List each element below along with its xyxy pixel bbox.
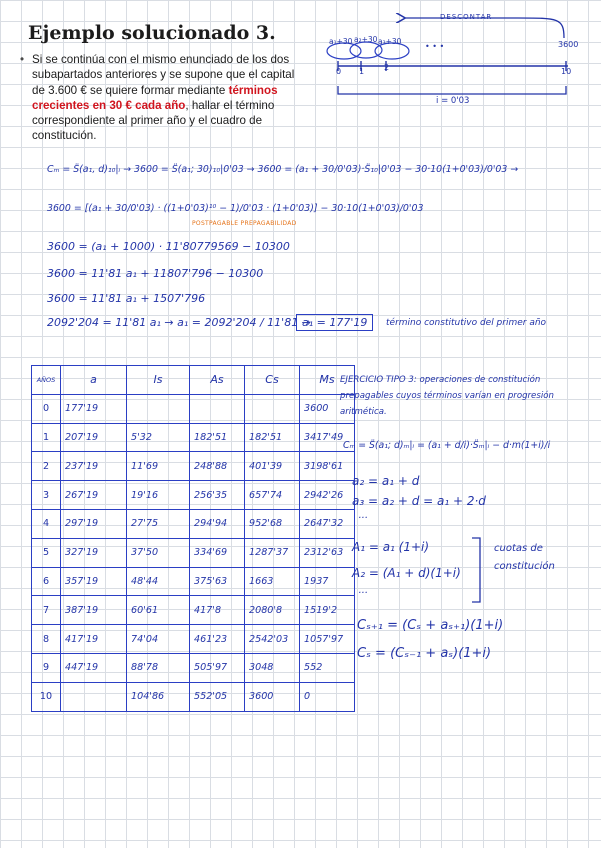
table-row — [32, 509, 355, 538]
discount-arrow — [404, 18, 564, 38]
table-cell: 2312'63 — [300, 538, 355, 567]
table-cell: 1519'2 — [300, 596, 355, 625]
rate-bracket — [338, 86, 566, 94]
table-cell: 207'19 — [61, 423, 127, 452]
first-term-result-box: a₁ = 177'19 — [296, 314, 373, 331]
final-capital-label: 3600 — [558, 40, 579, 49]
table-cell: 3600 — [245, 682, 300, 711]
table-row — [32, 481, 355, 510]
table-cell: 7 — [32, 596, 61, 625]
tick-label-10: 10 — [561, 67, 572, 76]
table-cell: 297'19 — [61, 509, 127, 538]
table-cell: 417'19 — [61, 625, 127, 654]
table-cell: 1937 — [300, 567, 355, 596]
table-cell: 5 — [32, 538, 61, 567]
table-row — [32, 538, 355, 567]
table-cell: 952'68 — [245, 509, 300, 538]
page-title: Ejemplo solucionado 3. — [28, 22, 276, 44]
table-row — [32, 567, 355, 596]
formula-cs: Cₛ = (Cₛ₋₁ + aₛ)(1+i) — [357, 646, 492, 661]
formula-cs-plus-1: Cₛ₊₁ = (Cₛ + aₛ₊₁)(1+i) — [357, 618, 504, 633]
rate-label: i = 0'03 — [436, 96, 470, 106]
table-cell: 11'69 — [127, 452, 190, 481]
table-row — [32, 653, 355, 682]
first-term-note: término constitutivo del primer año — [386, 318, 547, 328]
table-cell: 357'19 — [61, 567, 127, 596]
table-cell: 2 — [32, 452, 61, 481]
timeline-dots: • • • — [425, 42, 445, 51]
header-is: Is — [127, 366, 190, 395]
term-label-3: a₃+30 — [378, 37, 402, 46]
table-cell: 248'88 — [190, 452, 245, 481]
table-cell: 461'23 — [190, 625, 245, 654]
table-cell: 294'94 — [190, 509, 245, 538]
table-cell: 3 — [32, 481, 61, 510]
formula-a2: a₂ = a₁ + d — [352, 474, 420, 488]
constitution-table — [31, 365, 355, 712]
table-cell: 3198'61 — [300, 452, 355, 481]
table-cell: 1663 — [245, 567, 300, 596]
table-cell: 0 — [32, 394, 61, 423]
table-header-row — [32, 366, 355, 395]
table-cell: 387'19 — [61, 596, 127, 625]
table-cell: 2942'26 — [300, 481, 355, 510]
equation-line-5: 3600 = 11'81 a₁ + 1507'796 — [47, 292, 206, 305]
table-cell: 505'97 — [190, 653, 245, 682]
descontar-label: DESCONTAR — [440, 13, 493, 21]
header-years: AÑOS — [32, 366, 61, 395]
table-cell — [127, 394, 190, 423]
table-cell: 552 — [300, 653, 355, 682]
bullet-icon: • — [20, 53, 25, 66]
tick-label-1: 1 — [359, 67, 365, 76]
table-cell: 3417'49 — [300, 423, 355, 452]
table-cell: 104'86 — [127, 682, 190, 711]
table-cell: 9 — [32, 653, 61, 682]
equation-line-4: 3600 = 11'81 a₁ + 11807'796 − 10300 — [47, 267, 264, 280]
table-cell: 8 — [32, 625, 61, 654]
table-cell: 48'44 — [127, 567, 190, 596]
header-ms: Ms — [300, 366, 355, 395]
table-cell: 60'61 — [127, 596, 190, 625]
table-cell: 37'50 — [127, 538, 190, 567]
tick-label-0: 0 — [336, 67, 342, 76]
table-cell: 6 — [32, 567, 61, 596]
table-cell: 19'16 — [127, 481, 190, 510]
table-cell: 334'69 — [190, 538, 245, 567]
table-row — [32, 423, 355, 452]
equation-line-6: 2092'204 = 11'81 a₁ → a₁ = 2092'204 / 11'81 → — [47, 316, 311, 329]
tick-label-2: 2 — [384, 63, 390, 72]
table-cell: 375'63 — [190, 567, 245, 596]
table-cell: 10 — [32, 682, 61, 711]
table-cell: 256'35 — [190, 481, 245, 510]
header-as: As — [190, 366, 245, 395]
problem-text-b: , hallar el término correspondiente al primer año y el cuadro de constitución. — [32, 98, 275, 143]
table-cell: 2542'03 — [245, 625, 300, 654]
formula-A1: A₁ = a₁ (1+i) — [352, 540, 430, 554]
equation-line-3: 3600 = (a₁ + 1000) · 11'80779569 − 10300 — [47, 240, 290, 253]
table-row — [32, 452, 355, 481]
prepagability-note: POSTPAGABLE PREPAGABILIDAD — [192, 220, 297, 227]
table-cell: 5'32 — [127, 423, 190, 452]
header-a: a — [61, 366, 127, 395]
table-cell — [190, 394, 245, 423]
table-cell: 88'78 — [127, 653, 190, 682]
table-cell: 552'05 — [190, 682, 245, 711]
table-cell — [61, 682, 127, 711]
table-cell: 177'19 — [61, 394, 127, 423]
ellipsis-2: ··· — [358, 588, 368, 599]
table-cell: 401'39 — [245, 452, 300, 481]
table-cell: 1057'97 — [300, 625, 355, 654]
table-row — [32, 394, 355, 423]
table-row — [32, 596, 355, 625]
cuotas-bracket — [470, 536, 486, 604]
problem-text-highlight: términos crecientes en 30 € cada año — [32, 83, 278, 112]
table-cell: 74'04 — [127, 625, 190, 654]
table-cell: 267'19 — [61, 481, 127, 510]
general-formula: Cₘ = S̈(a₁; d)ₘ|ᵢ = (a₁ + d/i)·S̈ₘ|ᵢ − d·m(1+i)/i — [343, 440, 551, 451]
table-cell: 1287'37 — [245, 538, 300, 567]
table-cell: 1 — [32, 423, 61, 452]
table-cell: 0 — [300, 682, 355, 711]
formula-a3: a₃ = a₂ + d = a₁ + 2·d — [352, 494, 486, 508]
exercise-type-heading: EJERCICIO TIPO 3: operaciones de constitución prepagables cuyos términos varían en progresión aritmética. — [340, 375, 554, 417]
table-cell: 3048 — [245, 653, 300, 682]
term-label-2: a₂+30 — [354, 35, 378, 44]
problem-text-a: Si se continúa con el mismo enunciado de los dos subapartados anteriores y se supone que el capital de 3.600 € se quiere formar mediante — [32, 53, 295, 97]
table-cell: 417'8 — [190, 596, 245, 625]
term-label-1: a₁+30 — [329, 37, 353, 46]
table-row — [32, 682, 355, 711]
table-cell: 4 — [32, 509, 61, 538]
table-cell: 2647'32 — [300, 509, 355, 538]
formula-A2: A₂ = (A₁ + d)(1+i) — [352, 566, 461, 580]
ellipsis-1: ··· — [358, 513, 368, 524]
table-cell: 3600 — [300, 394, 355, 423]
table-cell — [245, 394, 300, 423]
equation-line-1: Cₘ = S̈(a₁, d)₁₀|ᵢ → 3600 = S̈(a₁; 30)₁₀|0'03 → 3600 = (a₁ + 30/0'03)·S̈₁₀|0'03 − 30·10(1+0'03)/0'03 → — [47, 164, 519, 175]
table-cell: 27'75 — [127, 509, 190, 538]
cuotas-label: cuotas de constitución — [494, 543, 555, 572]
table-cell: 182'51 — [245, 423, 300, 452]
header-cs: Cs — [245, 366, 300, 395]
table-cell: 447'19 — [61, 653, 127, 682]
table-cell: 237'19 — [61, 452, 127, 481]
equation-line-2: 3600 = [(a₁ + 30/0'03) · ((1+0'03)¹⁰ − 1)/0'03 · (1+0'03)] − 30·10(1+0'03)/0'03 — [47, 203, 424, 214]
problem-statement — [22, 52, 307, 144]
table-cell: 182'51 — [190, 423, 245, 452]
table-row — [32, 625, 355, 654]
table-cell: 327'19 — [61, 538, 127, 567]
table-cell: 2080'8 — [245, 596, 300, 625]
table-cell: 657'74 — [245, 481, 300, 510]
problem-text — [32, 52, 307, 144]
